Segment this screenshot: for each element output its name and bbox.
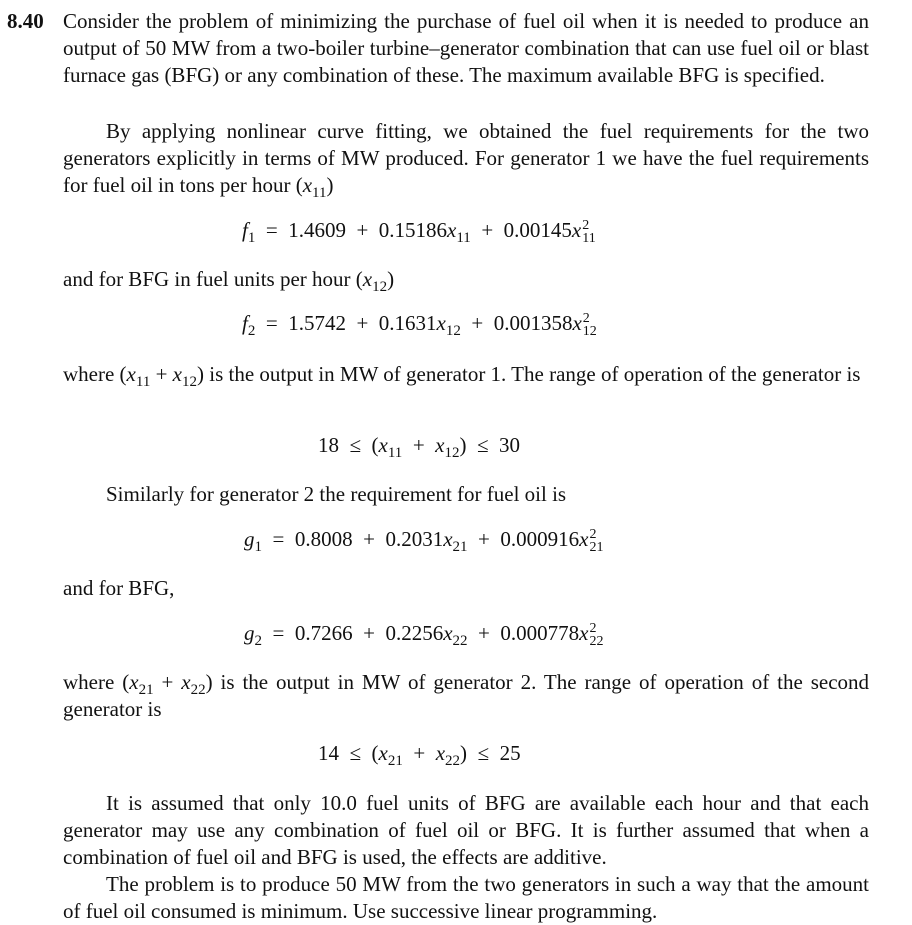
range1-inequality: $18 \le (x_{11} + x_{12}) \le 30$: [318, 433, 521, 461]
curve-fit-text: By applying nonlinear curve fitting, we obtained the fuel requirements for the two generators explicitly in terms of MW produced. For generator 1 we have the fuel requirements for fuel oil in tons per hour: [63, 119, 869, 197]
equation-g1: $g_1 = 0.8008 + 0.2031x_{21} + 0.000916x$ 2 21: [244, 527, 604, 556]
curve-fit-paragraph: By applying nonlinear curve fitting, we obtained the fuel requirements for the two generators explicitly in terms of MW produced. For generator 1 we have the fuel requirements for fuel oil in tons per hour $(x_{11})$: [63, 119, 869, 201]
gen2-paragraph: Similarly for generator 2 the requirement for fuel oil is: [106, 482, 567, 506]
assumption-paragraph: It is assumed that only 10.0 fuel units of BFG are available each hour and that each generator may use any combination of fuel oil or BFG. It is further assumed that when a combination of fuel oil and BFG is used, the effects are additive.: [63, 791, 869, 869]
problem-intro: [7, 8, 869, 89]
bfg2-paragraph: and for BFG,: [63, 576, 175, 600]
bfg1-paragraph: and for BFG in fuel units per hour $(x_{12})$: [63, 267, 395, 295]
range2-inequality: $14 \le (x_{21} + x_{22}) \le 25$: [318, 741, 521, 769]
intro-text: Consider the problem of minimizing the purchase of fuel oil when it is needed to produce an output of 50 MW from a two-boiler turbine–generator combination that can use fuel oil or blast furnace gas (BFG) or any combination of these. The maximum available BFG is specified.: [63, 9, 869, 87]
equation-f1: $f_1 = 1.4609 + 0.15186x_{11} + 0.00145x$ 2 11: [242, 218, 596, 247]
range1-paragraph: where $(x_{11} + x_{12})$ is the output in MW of generator 1. The range of operation of the generator is: [63, 362, 861, 390]
task-paragraph: The problem is to produce 50 MW from the two generators in such a way that the amount of fuel oil consumed is minimum. Use successive linear programming.: [63, 872, 869, 923]
equation-g2: $g_2 = 0.7266 + 0.2256x_{22} + 0.000778x$ 2 22: [244, 621, 604, 650]
problem-number: 8.40: [7, 9, 44, 33]
equation-f2: $f_2 = 1.5742 + 0.1631x_{12} + 0.001358x$ 2 12: [242, 311, 597, 340]
range2-paragraph: where $(x_{21} + x_{22})$ is the output in MW of generator 2. The range of operation of the second generator is: [63, 670, 870, 721]
